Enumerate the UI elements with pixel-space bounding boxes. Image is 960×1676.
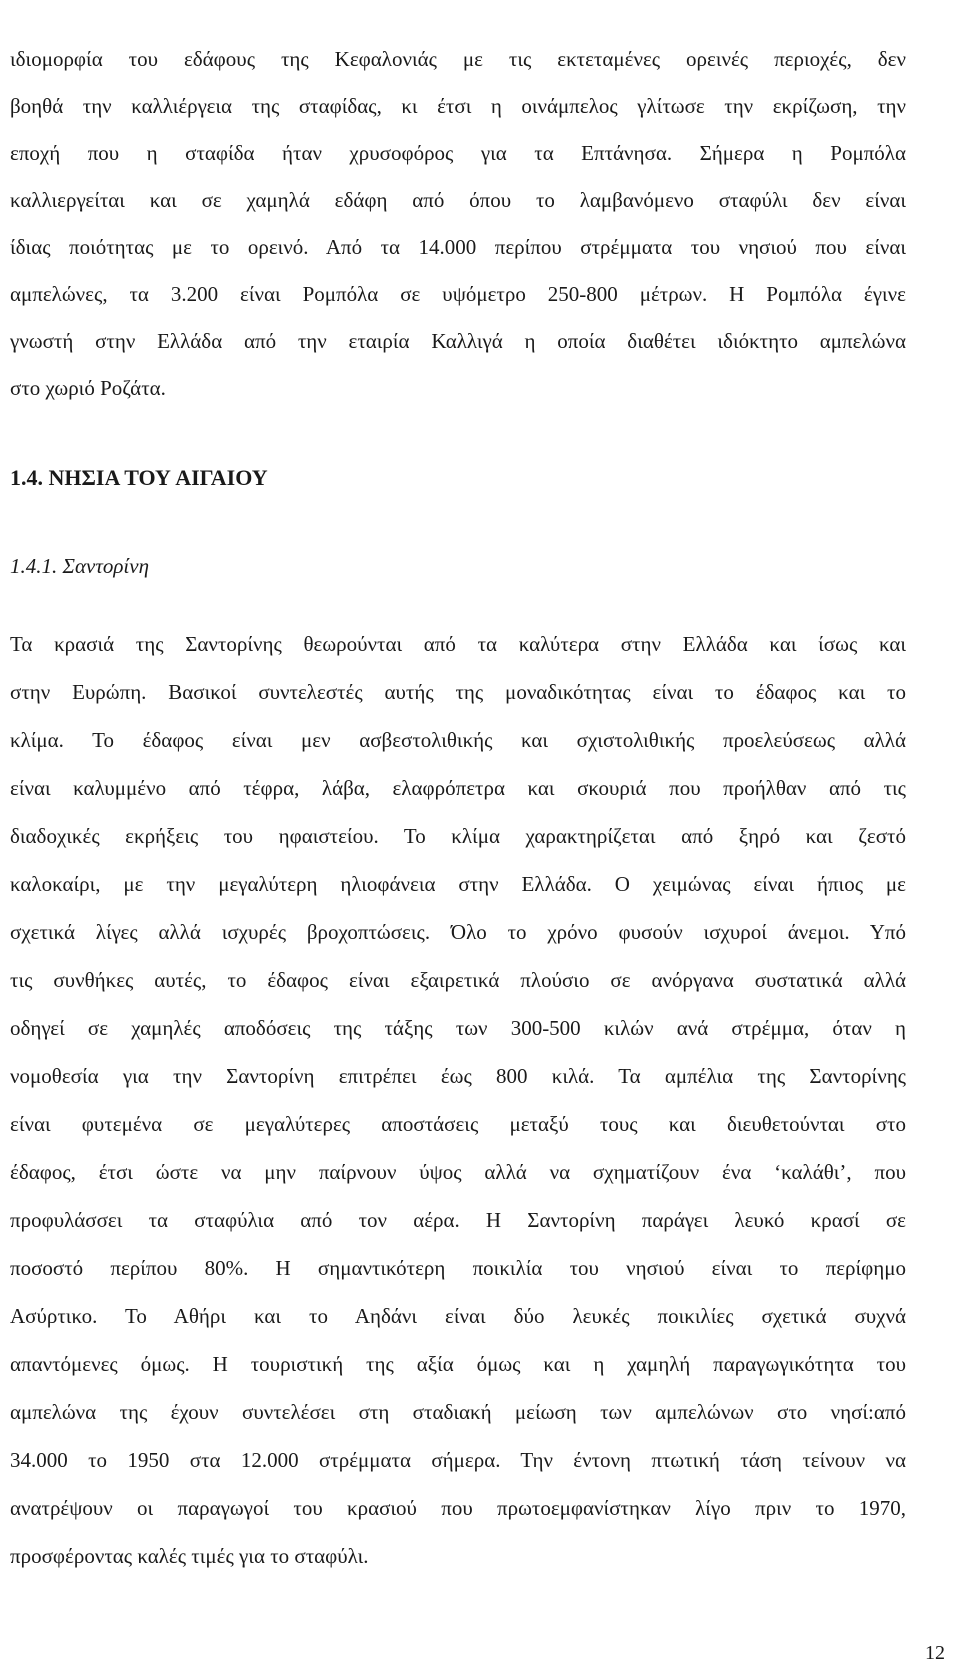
page-number: 12 [925,1642,945,1664]
text-line: ιδιομορφία του εδάφους της Κεφαλονιάς με τις εκτεταμένες ορεινές περιοχές, δεν [10,47,906,71]
text-line: ποσοστό περίπου 80%. Η σημαντικότερη ποικιλία του νησιού είναι το περίφημο [10,1256,906,1280]
text-line: Ασύρτικο. Το Αθήρι και το Αηδάνι είναι δύο λευκές ποικιλίες σχετικά συχνά [10,1304,906,1328]
text-line: κλίμα. Το έδαφος είναι μεν ασβεστολιθικής και σχιστολιθικής προελεύσεως αλλά [10,728,906,752]
text-line: ίδιας ποιότητας με το ορεινό. Από τα 14.000 περίπου στρέμματα του νησιού που είναι [10,235,906,259]
text-line: Τα κρασιά της Σαντορίνης θεωρούνται από τα καλύτερα στην Ελλάδα και ίσως και [10,632,906,656]
text-line: απαντόμενες όμως. Η τουριστική της αξία όμως και η χαμηλή παραγωγικότητα του [10,1352,906,1376]
text-line: προφυλάσσει τα σταφύλια από τον αέρα. Η Σαντορίνη παράγει λευκό κρασί σε [10,1208,906,1232]
text-line: προσφέροντας καλές τιμές για το σταφύλι. [10,1544,369,1568]
text-line: σχετικά λίγες αλλά ισχυρές βροχοπτώσεις. Όλο το χρόνο φυσούν ισχυροί άνεμοι. Υπό [10,920,906,944]
text-line: έδαφος, έτσι ώστε να μην παίρνουν ύψος αλλά να σχηματίζουν ένα ‘καλάθι’, που [10,1160,906,1184]
text-line: βοηθά την καλλιέργεια της σταφίδας, κι έτσι η οινάμπελος γλίτωσε την εκρίζωση, την [10,94,906,118]
text-line: τις συνθήκες αυτές, το έδαφος είναι εξαιρετικά πλούσιο σε ανόργανα συστατικά αλλά [10,968,906,992]
text-line: γνωστή στην Ελλάδα από την εταιρία Καλλιγά η οποία διαθέτει ιδιόκτητο αμπελώνα [10,329,906,353]
text-line: οδηγεί σε χαμηλές αποδόσεις της τάξης των 300-500 κιλών ανά στρέμμα, όταν η [10,1016,906,1040]
text-line: εποχή που η σταφίδα ήταν χρυσοφόρος για τα Επτάνησα. Σήμερα η Ρομπόλα [10,141,906,165]
text-line: διαδοχικές εκρήξεις του ηφαιστείου. Το κλίμα χαρακτηρίζεται από ξηρό και ζεστό [10,824,906,848]
text-line: είναι καλυμμένο από τέφρα, λάβα, ελαφρόπετρα και σκουριά που προήλθαν από τις [10,776,906,800]
text-line: αμπελώνες, τα 3.200 είναι Ρομπόλα σε υψόμετρο 250-800 μέτρων. Η Ρομπόλα έγινε [10,282,906,306]
text-line: είναι φυτεμένα σε μεγαλύτερες αποστάσεις μεταξύ τους και διευθετούνται στο [10,1112,906,1136]
subsection-heading: 1.4.1. Σαντορίνη [10,554,149,578]
text-line: αμπελώνα της έχουν συντελέσει στη σταδιακή μείωση των αμπελώνων στο νησί:από [10,1400,906,1424]
text-line: 34.000 το 1950 στα 12.000 στρέμματα σήμερα. Την έντονη πτωτική τάση τείνουν να [10,1448,906,1472]
text-line: καλοκαίρι, με την μεγαλύτερη ηλιοφάνεια στην Ελλάδα. Ο χειμώνας είναι ήπιος με [10,872,906,896]
text-line: καλλιεργείται και σε χαμηλά εδάφη από όπου το λαμβανόμενο σταφύλι δεν είναι [10,188,906,212]
text-line: στο χωριό Ροζάτα. [10,376,166,400]
section-heading: 1.4. ΝΗΣΙΑ ΤΟΥ ΑΙΓΑΙΟΥ [10,465,268,490]
text-line: νομοθεσία για την Σαντορίνη επιτρέπει έως 800 κιλά. Τα αμπέλια της Σαντορίνης [10,1064,906,1088]
text-line: ανατρέψουν οι παραγωγοί του κρασιού που πρωτοεμφανίστηκαν λίγο πριν το 1970, [10,1496,906,1520]
text-line: στην Ευρώπη. Βασικοί συντελεστές αυτής της μοναδικότητας είναι το έδαφος και το [10,680,906,704]
